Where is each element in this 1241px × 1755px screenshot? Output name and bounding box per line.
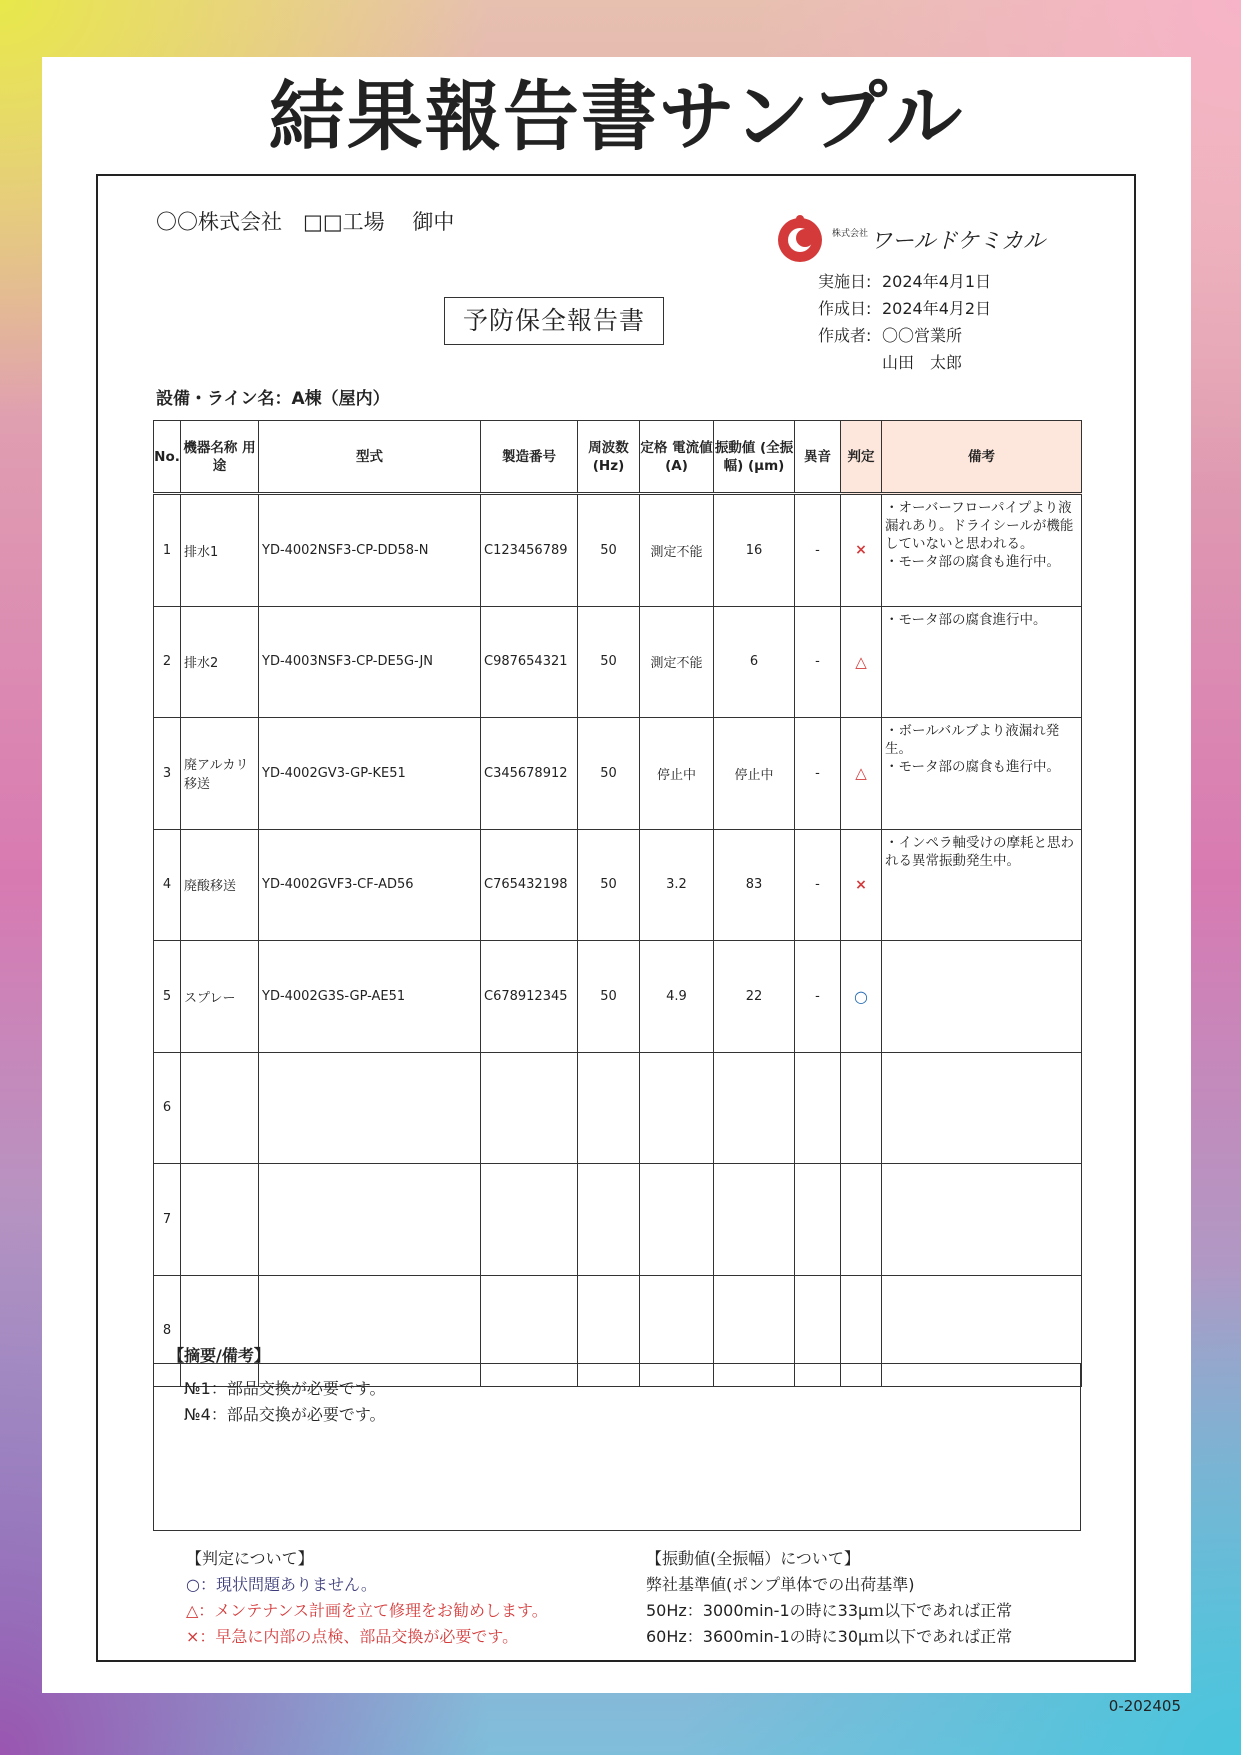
judge-legend — [186, 1546, 548, 1650]
cell-name: 排水2 — [181, 606, 259, 718]
col-freq: 周波数 (Hz) — [578, 421, 640, 494]
cell-name — [181, 1164, 259, 1276]
table-row — [154, 1052, 1082, 1164]
cell-vibration: 停止中 — [714, 718, 795, 830]
table-row — [154, 718, 1082, 830]
cell-current: 3.2 — [640, 829, 714, 941]
cell-freq: 50 — [578, 718, 640, 830]
cell-model — [259, 1052, 481, 1164]
cell-judge — [841, 494, 882, 607]
cell-name: スプレー — [181, 941, 259, 1053]
cell-serial: C345678912 — [481, 718, 578, 830]
table-row — [154, 494, 1082, 607]
col-name: 機器名称 用途 — [181, 421, 259, 494]
cell-freq: 50 — [578, 829, 640, 941]
cell-remark — [882, 1164, 1082, 1276]
cell-vibration: 22 — [714, 941, 795, 1053]
report-sheet — [42, 57, 1191, 1693]
col-no: No. — [154, 421, 181, 494]
vibration-legend — [646, 1546, 1012, 1650]
judge-legend-ng: ×：早急に内部の点検、部品交換が必要です。 — [186, 1627, 519, 1646]
cell-noise: - — [795, 606, 841, 718]
cell-vibration — [714, 1164, 795, 1276]
cell-judge — [841, 829, 882, 941]
table-row — [154, 829, 1082, 941]
summary-box — [153, 1363, 1081, 1531]
cell-noise: - — [795, 494, 841, 607]
cell-model: YD-4003NSF3-CP-DE5G-JN — [259, 606, 481, 718]
cell-remark: ・ボールバルブより液漏れ発生。 ・モータ部の腐食も進行中。 — [882, 718, 1082, 830]
cell-no: 5 — [154, 941, 181, 1053]
cell-vibration — [714, 1052, 795, 1164]
judge-mark: △ — [855, 764, 867, 783]
vibration-legend-line: 弊社基準値(ポンプ単体での出荷基準) — [646, 1575, 915, 1594]
col-remark: 備考 — [882, 421, 1082, 494]
cell-judge — [841, 718, 882, 830]
cell-remark: ・モータ部の腐食進行中。 — [882, 606, 1082, 718]
meta-row: 山田 太郎 — [882, 353, 963, 372]
cell-noise — [795, 1052, 841, 1164]
cell-remark: ・オーバーフローパイプより液漏れあり。ドライシールが機能していないと思われる。 ・モータ部の腐食も進行中。 — [882, 494, 1082, 607]
cell-current: 測定不能 — [640, 606, 714, 718]
cell-serial: C987654321 — [481, 606, 578, 718]
judge-mark: ○ — [854, 986, 868, 1006]
judge-mark: △ — [855, 652, 867, 671]
cell-serial: C678912345 — [481, 941, 578, 1053]
table-header-row — [154, 421, 1082, 494]
cell-freq: 50 — [578, 606, 640, 718]
col-serial: 製造番号 — [481, 421, 578, 494]
meta-row: 実施日: 2024年4月1日 — [818, 272, 992, 291]
judge-legend-title: 【判定について】 — [186, 1549, 314, 1568]
cell-remark: ・インペラ軸受けの摩耗と思われる異常振動発生中。 — [882, 829, 1082, 941]
cell-name — [181, 1052, 259, 1164]
summary-line: №1：部品交換が必要です。 — [184, 1379, 386, 1398]
cell-vibration: 6 — [714, 606, 795, 718]
cell-noise: - — [795, 941, 841, 1053]
table-row — [154, 1164, 1082, 1276]
judge-legend-caution: △：メンテナンス計画を立て修理をお勧めします。 — [186, 1601, 548, 1620]
col-vibration: 振動値 (全振幅) (μm) — [714, 421, 795, 494]
cell-no: 3 — [154, 718, 181, 830]
vibration-legend-line: 60Hz：3600min-1の時に30μｍ以下であれば正常 — [646, 1627, 1013, 1646]
line-name: 設備・ライン名：A棟（屋内） — [156, 389, 390, 409]
cell-name: 排水1 — [181, 494, 259, 607]
cell-current: 停止中 — [640, 718, 714, 830]
vibration-legend-title: 【振動値(全振幅）について】 — [646, 1549, 860, 1568]
cell-noise — [795, 1164, 841, 1276]
cell-model — [259, 1164, 481, 1276]
cell-current: 測定不能 — [640, 494, 714, 607]
summary-line: №4：部品交換が必要です。 — [184, 1405, 386, 1424]
cell-model: YD-4002GVF3-CF-AD56 — [259, 829, 481, 941]
inspection-table — [153, 420, 1082, 1387]
judge-mark: × — [855, 876, 867, 893]
cell-noise: - — [795, 829, 841, 941]
cell-current — [640, 1052, 714, 1164]
col-model: 型式 — [259, 421, 481, 494]
cell-judge — [841, 941, 882, 1053]
logo-prefix: 株式会社 — [832, 229, 869, 239]
cell-no: 8 — [154, 1275, 181, 1387]
cell-judge — [841, 606, 882, 718]
cell-vibration: 83 — [714, 829, 795, 941]
cell-model: YD-4002GV3-GP-KE51 — [259, 718, 481, 830]
cell-judge — [841, 1052, 882, 1164]
table-row — [154, 941, 1082, 1053]
judge-legend-ok: ○：現状問題ありません。 — [186, 1575, 377, 1594]
vibration-legend-line: 50Hz：3000min-1の時に33μｍ以下であれば正常 — [646, 1601, 1013, 1620]
col-judge: 判定 — [841, 421, 882, 494]
cell-freq: 50 — [578, 941, 640, 1053]
cell-serial — [481, 1052, 578, 1164]
cell-judge — [841, 1164, 882, 1276]
document-code: 0-202405 — [1108, 1697, 1181, 1715]
table-row — [154, 606, 1082, 718]
cell-freq — [578, 1052, 640, 1164]
cell-remark — [882, 941, 1082, 1053]
cell-model: YD-4002G3S-GP-AE51 — [259, 941, 481, 1053]
cell-serial: C123456789 — [481, 494, 578, 607]
cell-remark — [882, 1052, 1082, 1164]
cell-freq — [578, 1164, 640, 1276]
report-meta — [818, 268, 991, 376]
company-logo — [776, 214, 1056, 266]
col-noise: 異音 — [795, 421, 841, 494]
cell-current: 4.9 — [640, 941, 714, 1053]
summary-label: 【摘要/備考】 — [168, 1346, 270, 1365]
cell-no: 1 — [154, 494, 181, 607]
cell-freq: 50 — [578, 494, 640, 607]
logo-name: ワールドケミカル — [870, 229, 1046, 254]
cell-current — [640, 1164, 714, 1276]
col-current: 定格 電流値 (A) — [640, 421, 714, 494]
cell-no: 2 — [154, 606, 181, 718]
meta-row: 作成日: 2024年4月2日 — [818, 299, 992, 318]
judge-mark: × — [855, 542, 867, 559]
document-title: 予防保全報告書 — [444, 297, 664, 345]
cell-no: 4 — [154, 829, 181, 941]
cell-name: 廃酸移送 — [181, 829, 259, 941]
cell-model: YD-4002NSF3-CP-DD58-N — [259, 494, 481, 607]
cell-name: 廃アルカリ移送 — [181, 718, 259, 830]
cell-no: 7 — [154, 1164, 181, 1276]
addressee: 〇〇株式会社 □□工場 御中 — [156, 210, 455, 234]
cell-vibration: 16 — [714, 494, 795, 607]
cell-serial: C765432198 — [481, 829, 578, 941]
cell-noise: - — [795, 718, 841, 830]
report-frame — [96, 174, 1136, 1662]
cell-serial — [481, 1164, 578, 1276]
page-title: 結果報告書サンプル — [268, 72, 965, 161]
cell-no: 6 — [154, 1052, 181, 1164]
meta-row: 作成者: 〇〇営業所 — [818, 326, 963, 345]
